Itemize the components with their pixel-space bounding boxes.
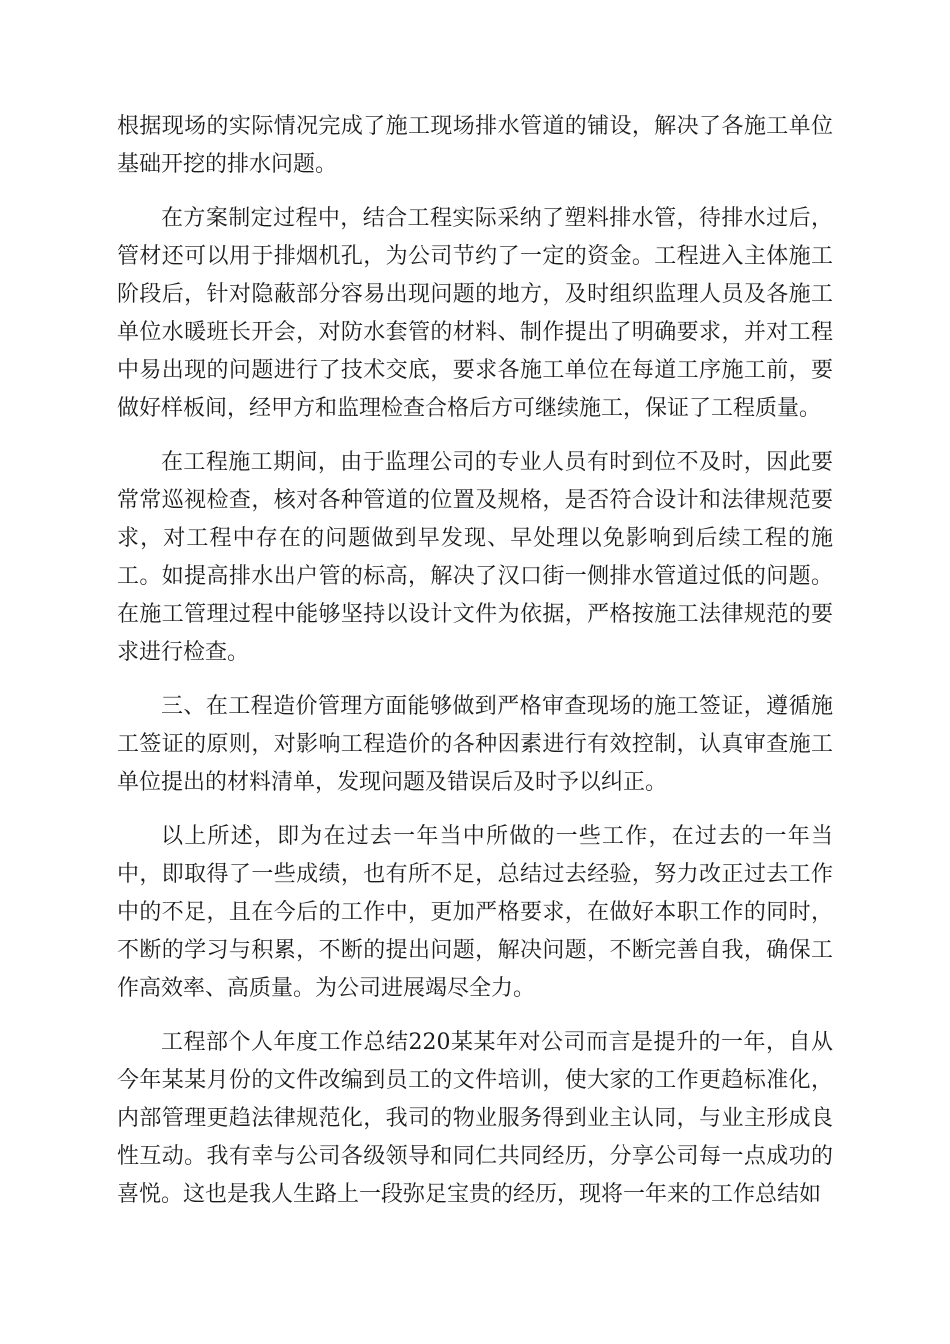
paragraph-scheme-design: 在方案制定过程中，结合工程实际采纳了塑料排水管，待排水过后，管材还可以用于排烟机孔，为公司节约了一定的资金。工程进入主体施工阶段后，针对隐蔽部分容易出现问题的地方，及时组织监理人员及各施工单位水暖班长开会，对防水套管的材料、制作提出了明确要求，并对工程中易出现的问题进行了技术交底，要求各施工单位在每道工序施工前，要做好样板间，经甲方和监理检查合格后方可继续施工，保证了工程质量。 xyxy=(117,206,833,421)
paragraph-construction-period: 在工程施工期间，由于监理公司的专业人员有时到位不及时，因此要常常巡视检查，核对各种管道的位置及规格，是否符合设计和法律规范要求，对工程中存在的问题做到早发现、早处理以免影响到后续工程的施工。如提高排水出户管的标高，解决了汉口街一侧排水管道过低的问题。在施工管理过程中能够坚持以设计文件为依据，严格按施工法律规范的要求进行检查。 xyxy=(117,450,833,665)
paragraph-drainage-intro: 根据现场的实际情况完成了施工现场排水管道的铺设，解决了各施工单位基础开挖的排水问题。 xyxy=(117,114,833,177)
paragraph-gap xyxy=(117,802,833,818)
paragraph-cost-management: 三、在工程造价管理方面能够做到严格审查现场的施工签证，遵循施工签证的原则，对影响工程造价的各种因素进行有效控制，认真审查施工单位提出的材料清单，发现问题及错误后及时予以纠正。 xyxy=(117,694,833,795)
paragraph-gap xyxy=(117,1008,833,1024)
paragraph-gap xyxy=(117,428,833,444)
document-body xyxy=(117,108,833,1214)
paragraph-summary: 以上所述，即为在过去一年当中所做的一些工作，在过去的一年当中，即取得了一些成绩，也有所不足，总结过去经验，努力改正过去工作中的不足，且在今后的工作中，更加严格要求，在做好本职工作的同时，不断的学习与积累，不断的提出问题，解决问题，不断完善自我，确保工作高效率、高质量。为公司进展竭尽全力。 xyxy=(117,824,833,1001)
paragraph-gap xyxy=(117,672,833,688)
paragraph-annual-summary: 工程部个人年度工作总结220某某年对公司而言是提升的一年，自从今年某某月份的文件改编到员工的文件培训，使大家的工作更趋标准化，内部管理更趋法律规范化，我司的物业服务得到业主认同，与业主形成良性互动。我有幸与公司各级领导和同仁共同经历，分享公司每一点成功的喜悦。这也是我人生路上一段弥足宝贵的经历，现将一年来的工作总结如 xyxy=(117,1030,833,1207)
paragraph-gap xyxy=(117,184,833,200)
